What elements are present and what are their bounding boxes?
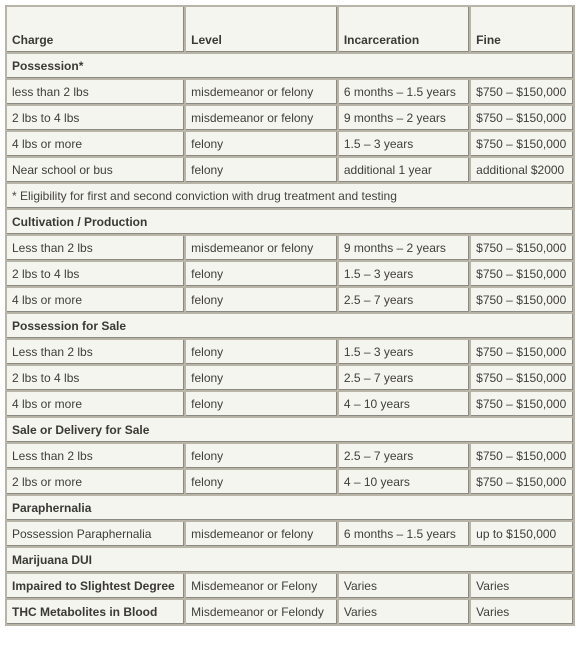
section-heading: Possession for Sale bbox=[7, 314, 573, 338]
level-cell: felony bbox=[186, 392, 337, 416]
incarceration-cell: 2.5 – 7 years bbox=[339, 444, 469, 468]
table-row bbox=[7, 574, 573, 598]
charge-cell: Less than 2 lbs bbox=[7, 444, 184, 468]
penalty-table-container bbox=[5, 5, 575, 648]
level-cell: felony bbox=[186, 470, 337, 494]
incarceration-cell: 2.5 – 7 years bbox=[339, 366, 469, 390]
fine-cell: $750 – $150,000 bbox=[471, 340, 573, 364]
fine-cell: up to $150,000 bbox=[471, 522, 573, 546]
section-row bbox=[7, 54, 573, 78]
charge-cell: Impaired to Slightest Degree bbox=[7, 574, 184, 598]
section-row bbox=[7, 496, 573, 520]
table-row bbox=[7, 236, 573, 260]
fine-cell: $750 – $150,000 bbox=[471, 366, 573, 390]
table-row bbox=[7, 262, 573, 286]
table-row bbox=[7, 470, 573, 494]
section-heading: Sale or Delivery for Sale bbox=[7, 418, 573, 442]
header-level: Level bbox=[186, 7, 337, 52]
level-cell: Misdemeanor or Felondy bbox=[186, 600, 337, 624]
charge-cell: Possession Paraphernalia bbox=[7, 522, 184, 546]
charge-cell: Less than 2 lbs bbox=[7, 340, 184, 364]
incarceration-cell: 1.5 – 3 years bbox=[339, 262, 469, 286]
fine-cell: Varies bbox=[471, 574, 573, 598]
table-row bbox=[7, 522, 573, 546]
fine-cell: $750 – $150,000 bbox=[471, 106, 573, 130]
charge-cell: 4 lbs or more bbox=[7, 392, 184, 416]
charge-cell: Less than 2 lbs bbox=[7, 236, 184, 260]
fine-cell: $750 – $150,000 bbox=[471, 132, 573, 156]
level-cell: misdemeanor or felony bbox=[186, 236, 337, 260]
table-header bbox=[7, 7, 573, 52]
charge-cell: 2 lbs or more bbox=[7, 470, 184, 494]
charge-cell: 2 lbs to 4 lbs bbox=[7, 366, 184, 390]
table-row bbox=[7, 444, 573, 468]
section-row bbox=[7, 314, 573, 338]
marijuana-penalty-table bbox=[5, 5, 575, 626]
incarceration-cell: 4 – 10 years bbox=[339, 470, 469, 494]
level-cell: misdemeanor or felony bbox=[186, 106, 337, 130]
incarceration-cell: 1.5 – 3 years bbox=[339, 132, 469, 156]
section-row bbox=[7, 548, 573, 572]
level-cell: felony bbox=[186, 444, 337, 468]
level-cell: felony bbox=[186, 132, 337, 156]
level-cell: felony bbox=[186, 262, 337, 286]
table-row bbox=[7, 340, 573, 364]
fine-cell: $750 – $150,000 bbox=[471, 444, 573, 468]
table-row bbox=[7, 132, 573, 156]
fine-cell: $750 – $150,000 bbox=[471, 470, 573, 494]
table-row bbox=[7, 392, 573, 416]
incarceration-cell: Varies bbox=[339, 600, 469, 624]
section-row bbox=[7, 210, 573, 234]
incarceration-cell: additional 1 year bbox=[339, 158, 469, 182]
table-row bbox=[7, 288, 573, 312]
level-cell: felony bbox=[186, 340, 337, 364]
incarceration-cell: 9 months – 2 years bbox=[339, 106, 469, 130]
table-body bbox=[7, 54, 573, 624]
fine-cell: Varies bbox=[471, 600, 573, 624]
note-row bbox=[7, 184, 573, 208]
level-cell: felony bbox=[186, 288, 337, 312]
incarceration-cell: Varies bbox=[339, 574, 469, 598]
incarceration-cell: 6 months – 1.5 years bbox=[339, 80, 469, 104]
section-row bbox=[7, 418, 573, 442]
section-heading: Possession* bbox=[7, 54, 573, 78]
section-heading: Cultivation / Production bbox=[7, 210, 573, 234]
table-row bbox=[7, 600, 573, 624]
level-cell: misdemeanor or felony bbox=[186, 522, 337, 546]
fine-cell: $750 – $150,000 bbox=[471, 236, 573, 260]
incarceration-cell: 1.5 – 3 years bbox=[339, 340, 469, 364]
incarceration-cell: 9 months – 2 years bbox=[339, 236, 469, 260]
fine-cell: $750 – $150,000 bbox=[471, 262, 573, 286]
section-heading: Paraphernalia bbox=[7, 496, 573, 520]
level-cell: felony bbox=[186, 158, 337, 182]
fine-cell: $750 – $150,000 bbox=[471, 288, 573, 312]
header-row bbox=[7, 7, 573, 52]
header-fine: Fine bbox=[471, 7, 573, 52]
section-heading: Marijuana DUI bbox=[7, 548, 573, 572]
table-row bbox=[7, 158, 573, 182]
incarceration-cell: 6 months – 1.5 years bbox=[339, 522, 469, 546]
fine-cell: $750 – $150,000 bbox=[471, 80, 573, 104]
header-incarceration: Incarceration bbox=[339, 7, 469, 52]
charge-cell: 4 lbs or more bbox=[7, 288, 184, 312]
table-row bbox=[7, 80, 573, 104]
fine-cell: additional $2000 bbox=[471, 158, 573, 182]
charge-cell: 2 lbs to 4 lbs bbox=[7, 262, 184, 286]
level-cell: misdemeanor or felony bbox=[186, 80, 337, 104]
table-row bbox=[7, 366, 573, 390]
charge-cell: 4 lbs or more bbox=[7, 132, 184, 156]
charge-cell: THC Metabolites in Blood bbox=[7, 600, 184, 624]
header-charge: Charge bbox=[7, 7, 184, 52]
footnote-text: * Eligibility for first and second conviction with drug treatment and testing bbox=[7, 184, 573, 208]
incarceration-cell: 2.5 – 7 years bbox=[339, 288, 469, 312]
level-cell: felony bbox=[186, 366, 337, 390]
fine-cell: $750 – $150,000 bbox=[471, 392, 573, 416]
charge-cell: less than 2 lbs bbox=[7, 80, 184, 104]
charge-cell: Near school or bus bbox=[7, 158, 184, 182]
incarceration-cell: 4 – 10 years bbox=[339, 392, 469, 416]
level-cell: Misdemeanor or Felony bbox=[186, 574, 337, 598]
charge-cell: 2 lbs to 4 lbs bbox=[7, 106, 184, 130]
table-row bbox=[7, 106, 573, 130]
